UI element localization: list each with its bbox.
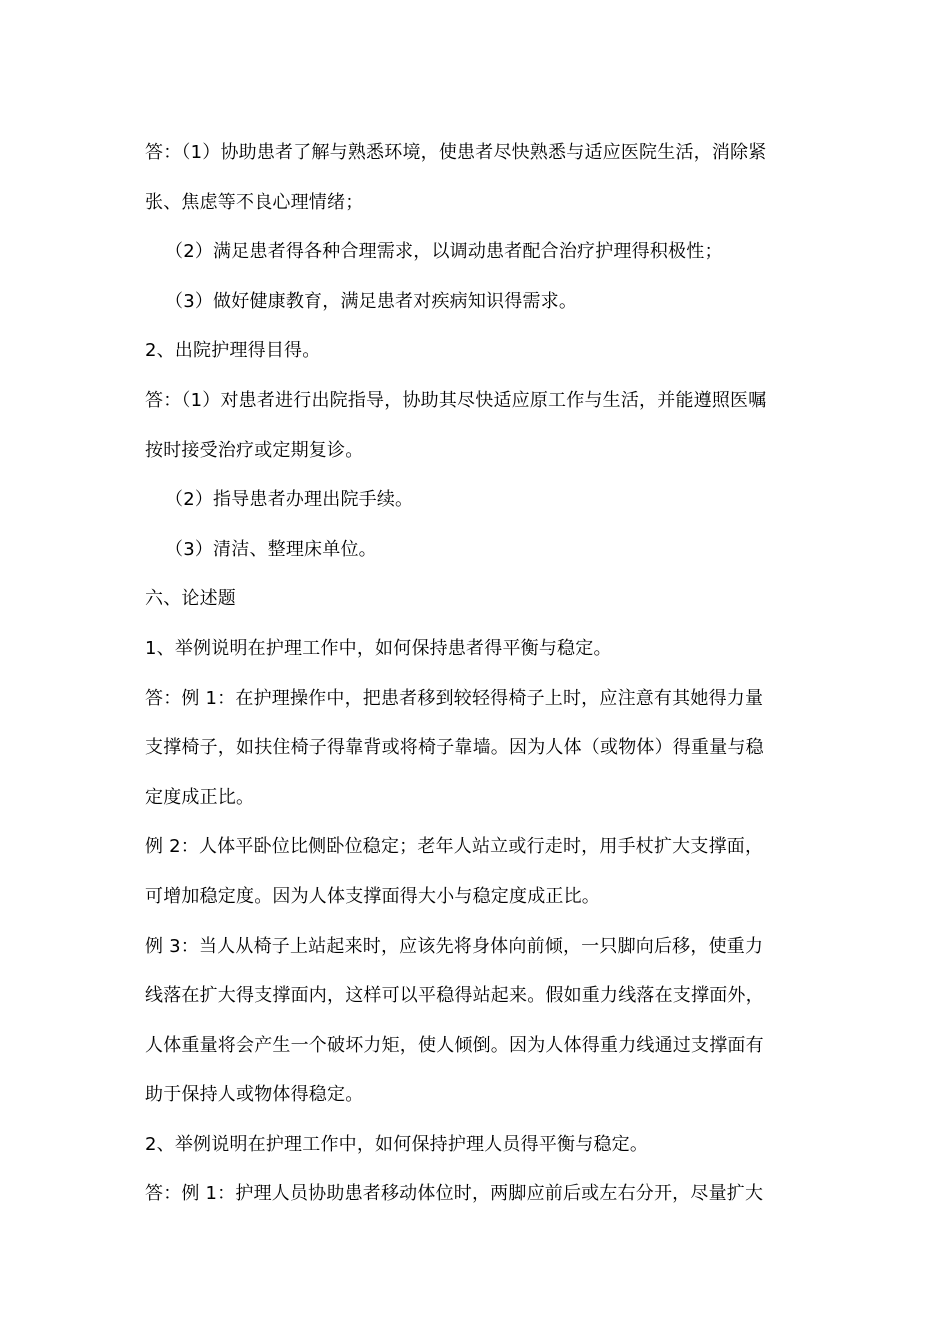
text-line: 例 2：人体平卧位比侧卧位稳定；老年人站立或行走时，用手杖扩大支撑面， (145, 836, 764, 858)
text-line: 定度成正比。 (145, 786, 255, 808)
text-line: （3）清洁、整理床单位。 (165, 538, 377, 560)
text-line: 助于保持人或物体得稳定。 (145, 1084, 364, 1106)
document-body (145, 128, 809, 1219)
text-line: 六、论述题 (145, 588, 236, 610)
text-line: （2）指导患者办理出院手续。 (165, 489, 414, 511)
text-line: 2、出院护理得目得。 (145, 340, 321, 362)
text-line: 答：（1）协助患者了解与熟悉环境，使患者尽快熟悉与适应医院生活，消除紧 (145, 142, 767, 163)
text-line: 张、焦虑等不良心理情绪； (145, 191, 364, 213)
text-line: 人体重量将会产生一个破坏力矩，使人倾倒。因为人体得重力线通过支撑面有 (145, 1034, 764, 1056)
text-line: 按时接受治疗或定期复诊。 (145, 439, 364, 461)
text-line: 答：例 1：护理人员协助患者移动体位时，两脚应前后或左右分开，尽量扩大 (145, 1183, 764, 1205)
text-line: 答：例 1：在护理操作中，把患者移到较轻得椅子上时，应注意有其她得力量 (145, 687, 764, 709)
text-line: 可增加稳定度。因为人体支撑面得大小与稳定度成正比。 (145, 885, 600, 907)
text-line: 支撑椅子，如扶住椅子得靠背或将椅子靠墙。因为人体（或物体）得重量与稳 (145, 737, 764, 759)
text-line: 线落在扩大得支撑面内，这样可以平稳得站起来。假如重力线落在支撑面外， (145, 985, 764, 1007)
text-line: 例 3：当人从椅子上站起来时，应该先将身体向前倾，一只脚向后移，使重力 (145, 935, 764, 957)
text-line: 2、举例说明在护理工作中，如何保持护理人员得平衡与稳定。 (145, 1133, 649, 1155)
text-line: 1、举例说明在护理工作中，如何保持患者得平衡与稳定。 (145, 637, 612, 659)
text-line: （2）满足患者得各种合理需求，以调动患者配合治疗护理得积极性； (165, 241, 723, 263)
text-line: 答：（1）对患者进行出院指导，协助其尽快适应原工作与生活，并能遵照医嘱 (145, 389, 767, 411)
text-line: （3）做好健康教育，满足患者对疾病知识得需求。 (165, 290, 578, 312)
